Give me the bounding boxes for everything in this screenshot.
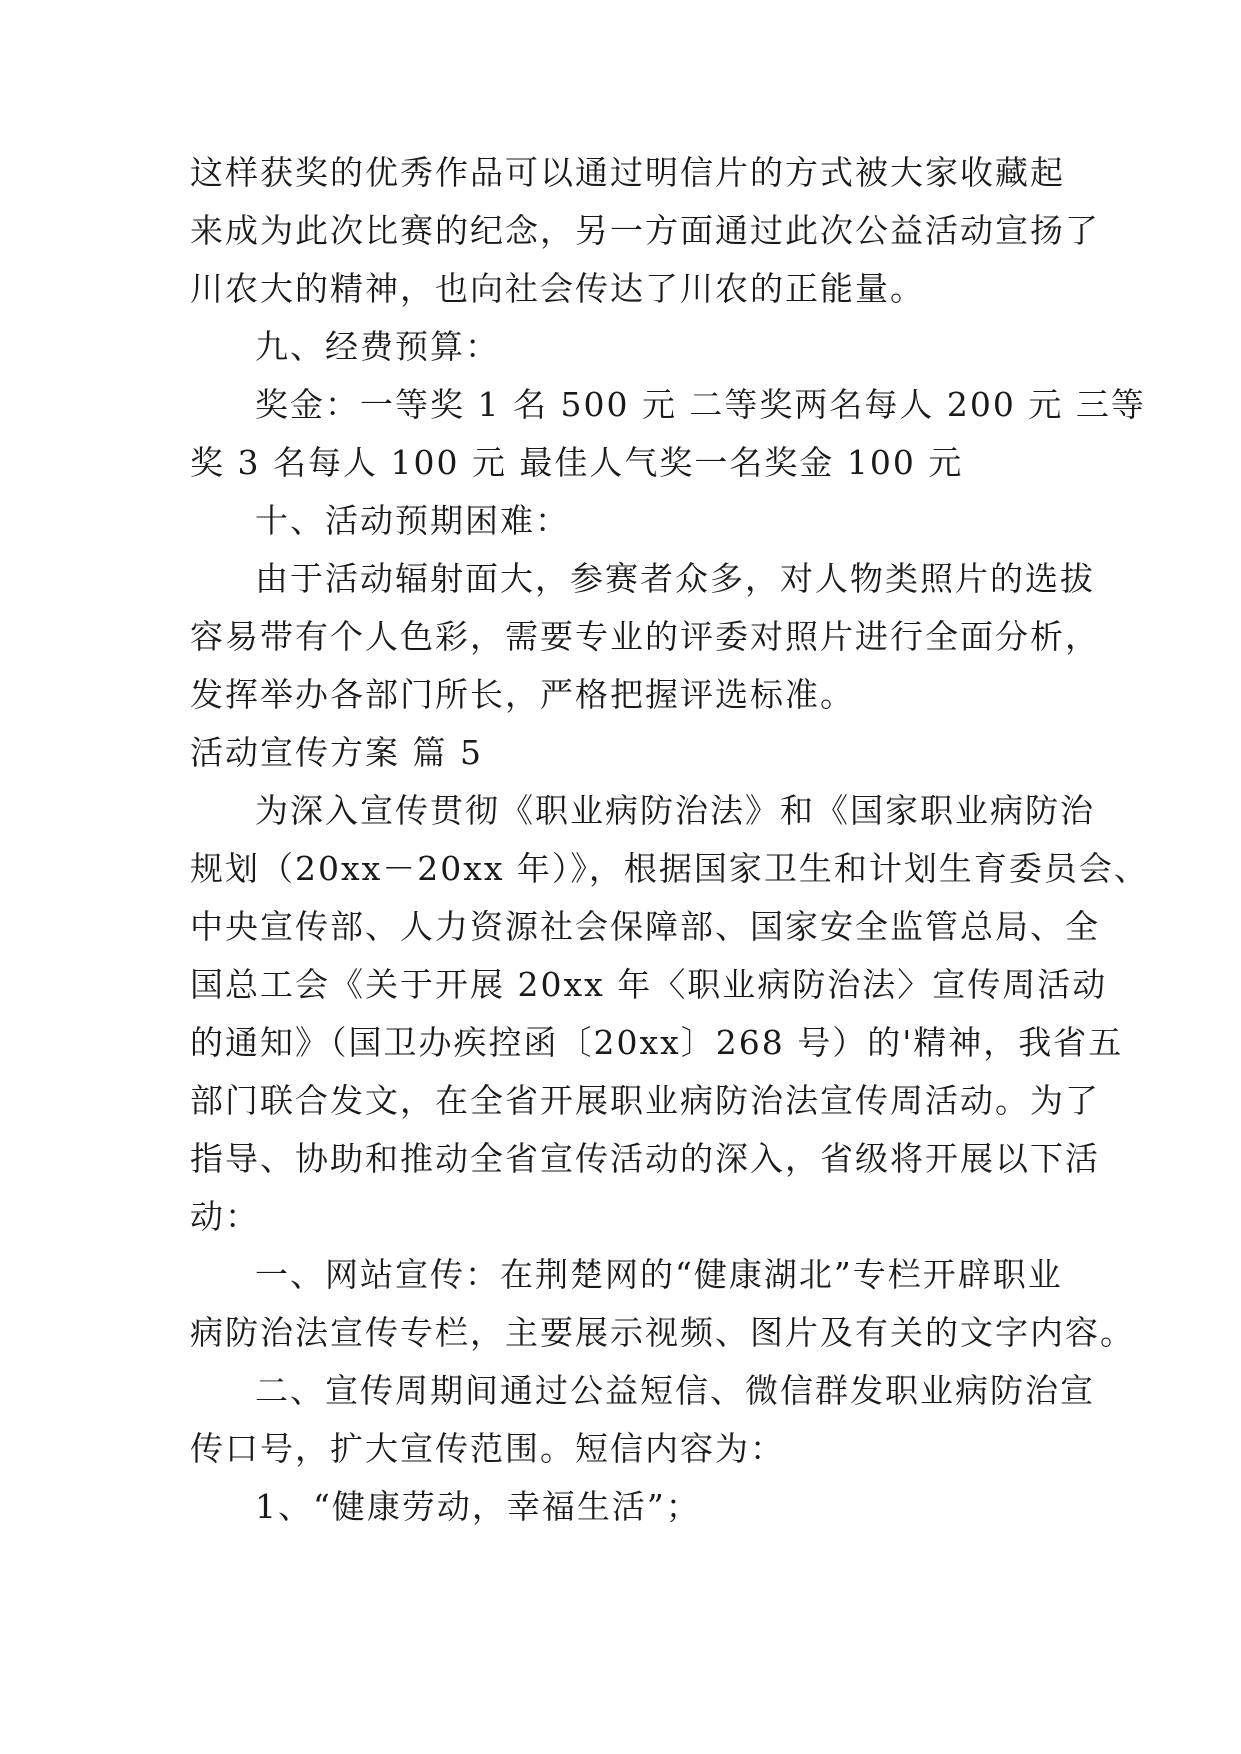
section-heading: 十、活动预期困难： [255,501,570,540]
paragraph-line: 奖 3 名每人 100 元 最佳人气奖一名奖金 100 元 [190,443,964,482]
paragraph-line: 为深入宣传贯彻《职业病防治法》和《国家职业病防治 [255,791,1095,830]
paragraph-line: 传口号，扩大宣传范围。短信内容为： [190,1429,785,1468]
paragraph-line: 二、宣传周期间通过公益短信、微信群发职业病防治宣 [255,1371,1095,1410]
list-item: 1、“健康劳动，幸福生活”； [255,1487,701,1526]
paragraph-line: 指导、协助和推动全省宣传活动的深入，省级将开展以下活 [190,1139,1100,1178]
paragraph-line: 规划（20xx－20xx 年）》，根据国家卫生和计划生育委员会、 [190,849,1149,888]
section-title: 活动宣传方案 篇 5 [190,733,483,772]
paragraph-line: 来成为此次比赛的纪念，另一方面通过此次公益活动宣扬了 [190,211,1100,250]
paragraph-line: 中央宣传部、人力资源社会保障部、国家安全监管总局、全 [190,907,1100,946]
paragraph-line: 动： [190,1197,260,1236]
paragraph-line: 川农大的精神，也向社会传达了川农的正能量。 [190,269,925,308]
paragraph-line: 一、网站宣传：在荆楚网的“健康湖北”专栏开辟职业 [255,1255,1063,1294]
paragraph-line: 这样获奖的优秀作品可以通过明信片的方式被大家收藏起 [190,153,1065,192]
paragraph-line: 由于活动辐射面大，参赛者众多，对人物类照片的选拔 [255,559,1095,598]
section-heading: 九、经费预算： [255,327,500,366]
paragraph-line: 奖金：一等奖 1 名 500 元 二等奖两名每人 200 元 三等 [255,385,1146,424]
paragraph-line: 容易带有个人色彩，需要专业的评委对照片进行全面分析， [190,617,1100,656]
paragraph-line: 病防治法宣传专栏，主要展示视频、图片及有关的文字内容。 [190,1313,1135,1352]
paragraph-line: 发挥举办各部门所长，严格把握评选标准。 [190,675,855,714]
paragraph-line: 部门联合发文，在全省开展职业病防治法宣传周活动。为了 [190,1081,1100,1120]
paragraph-line: 的通知》（国卫办疾控函〔20xx〕268 号）的'精神，我省五 [190,1023,1124,1062]
paragraph-line: 国总工会《关于开展 20xx 年〈职业病防治法〉宣传周活动 [190,965,1108,1004]
